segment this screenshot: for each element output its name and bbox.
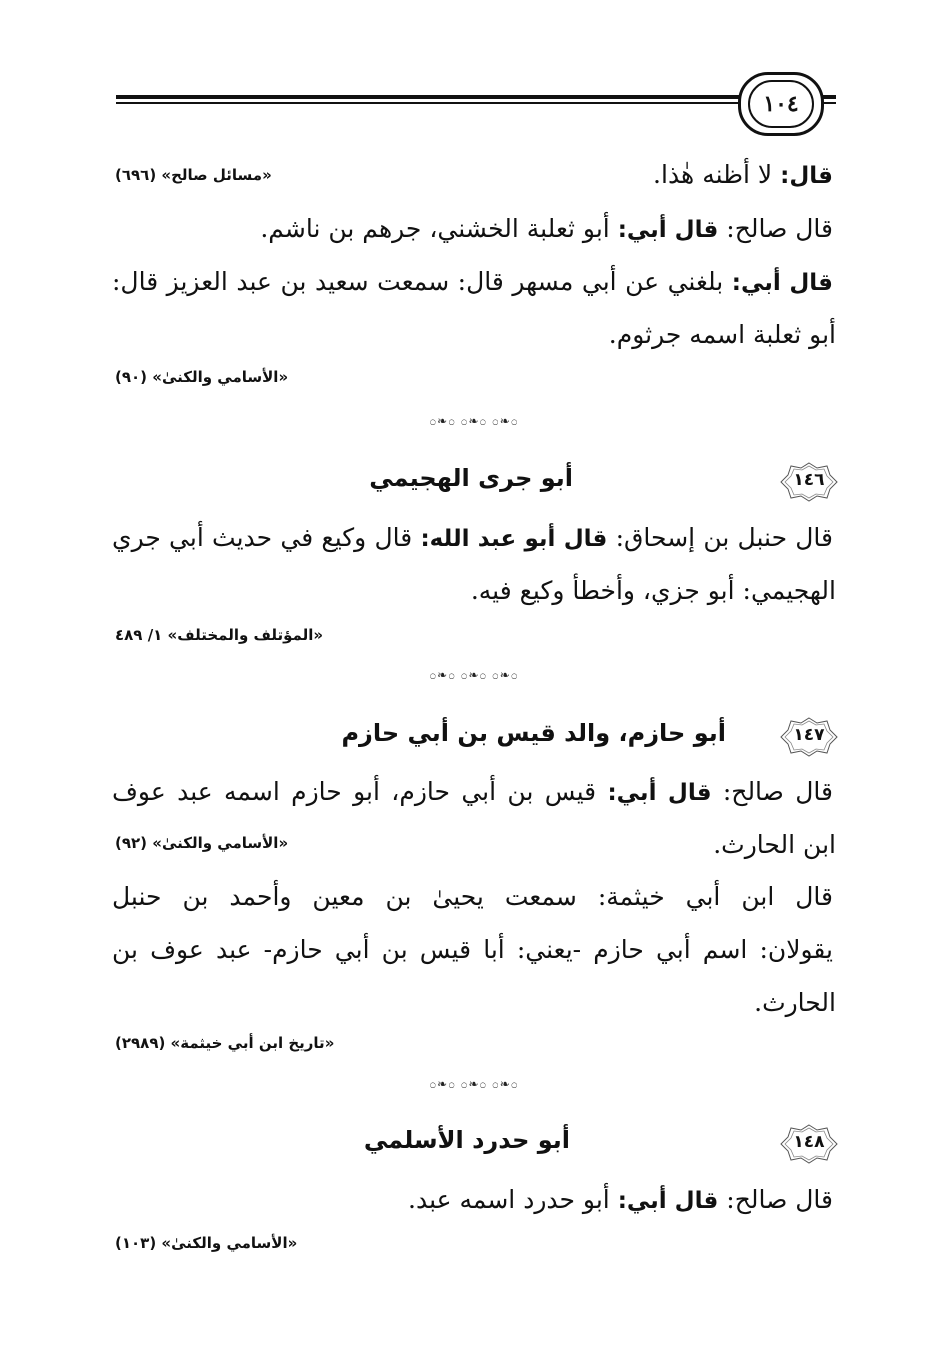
source-citation: «تاريخ ابن أبي خيثمة» (٢٩٨٩) [115, 1034, 335, 1052]
entry-number-badge [780, 462, 838, 502]
section-divider: ೦❧೦ ೦❧೦ ೦❧೦ [429, 414, 519, 428]
text-line: قال: لا أظنه هٰذا. [653, 160, 833, 189]
text-line: الهجيمي: أبو جزي، وأخطأ وكيع فيه. [470, 576, 836, 605]
text-line: قال صالح: قال أبي: أبو ثعلبة الخشني، جرهم بن ناشم. [260, 214, 833, 243]
entry-heading [318, 462, 838, 512]
text-line: قال صالح: قال أبي: قيس بن أبي حازم، أبو حازم اسمه عبد عوف [112, 777, 833, 806]
text-line: ابن الحارث. [713, 830, 836, 859]
bold-lead: قال: [780, 163, 833, 189]
section-divider: ೦❧೦ ೦❧೦ ೦❧೦ [429, 1077, 519, 1091]
source-citation: «مسائل صالح» (٦٩٦) [115, 166, 272, 184]
source-citation: «الأسامي والكنىٰ» (٩٠) [115, 368, 289, 386]
text-line: قال حنبل بن إسحاق: قال أبو عبد الله: قال وكيع في حديث أبي جري [112, 523, 833, 552]
text-line: قال صالح: قال أبي: أبو حدرد اسمه عبد. [408, 1185, 833, 1214]
entry-number-badge [780, 717, 838, 757]
entry-title: أبو حدرد الأسلمي [363, 1126, 570, 1154]
text-line: يقولان: اسم أبي حازم -يعني: أبا قيس بن أبي حازم- عبد عوف بن [112, 935, 833, 964]
bold-lead: قال أبي: [617, 217, 719, 243]
source-citation: «الأسامي والكنىٰ» (١٠٣) [115, 1234, 298, 1252]
entry-number: ١٤٦ [793, 470, 825, 490]
entry-heading [278, 717, 838, 767]
entry-title: أبو جرى الهجيمي [369, 464, 573, 492]
text-line: أبو ثعلبة اسمه جرثوم. [608, 320, 836, 349]
text-line: الحارث. [754, 988, 836, 1017]
bold-lead: قال أبو عبد الله: [420, 526, 608, 552]
entry-number: ١٤٨ [793, 1132, 825, 1152]
text-line: قال أبي: بلغني عن أبي مسهر قال: سمعت سعيد بن عبد العزيز قال: [112, 267, 833, 296]
header-rule [116, 95, 836, 105]
text-line: قال ابن أبي خيثمة: سمعت يحيىٰ بن معين وأحمد بن حنبل [112, 882, 833, 911]
bold-lead: قال أبي: [607, 780, 712, 806]
section-divider: ೦❧೦ ೦❧೦ ೦❧೦ [429, 668, 519, 682]
page-number: ١٠٤ [748, 80, 814, 128]
source-citation: «المؤتلف والمختلف» ١/ ٤٨٩ [115, 626, 324, 644]
entry-heading [358, 1124, 838, 1174]
entry-title: أبو حازم، والد قيس بن أبي حازم [341, 719, 726, 747]
page-number-badge [738, 72, 824, 136]
bold-lead: قال أبي: [617, 1188, 719, 1214]
entry-number: ١٤٧ [793, 725, 825, 745]
bold-lead: قال أبي: [731, 270, 833, 296]
entry-number-badge [780, 1124, 838, 1164]
source-citation: «الأسامي والكنىٰ» (٩٢) [115, 834, 289, 852]
